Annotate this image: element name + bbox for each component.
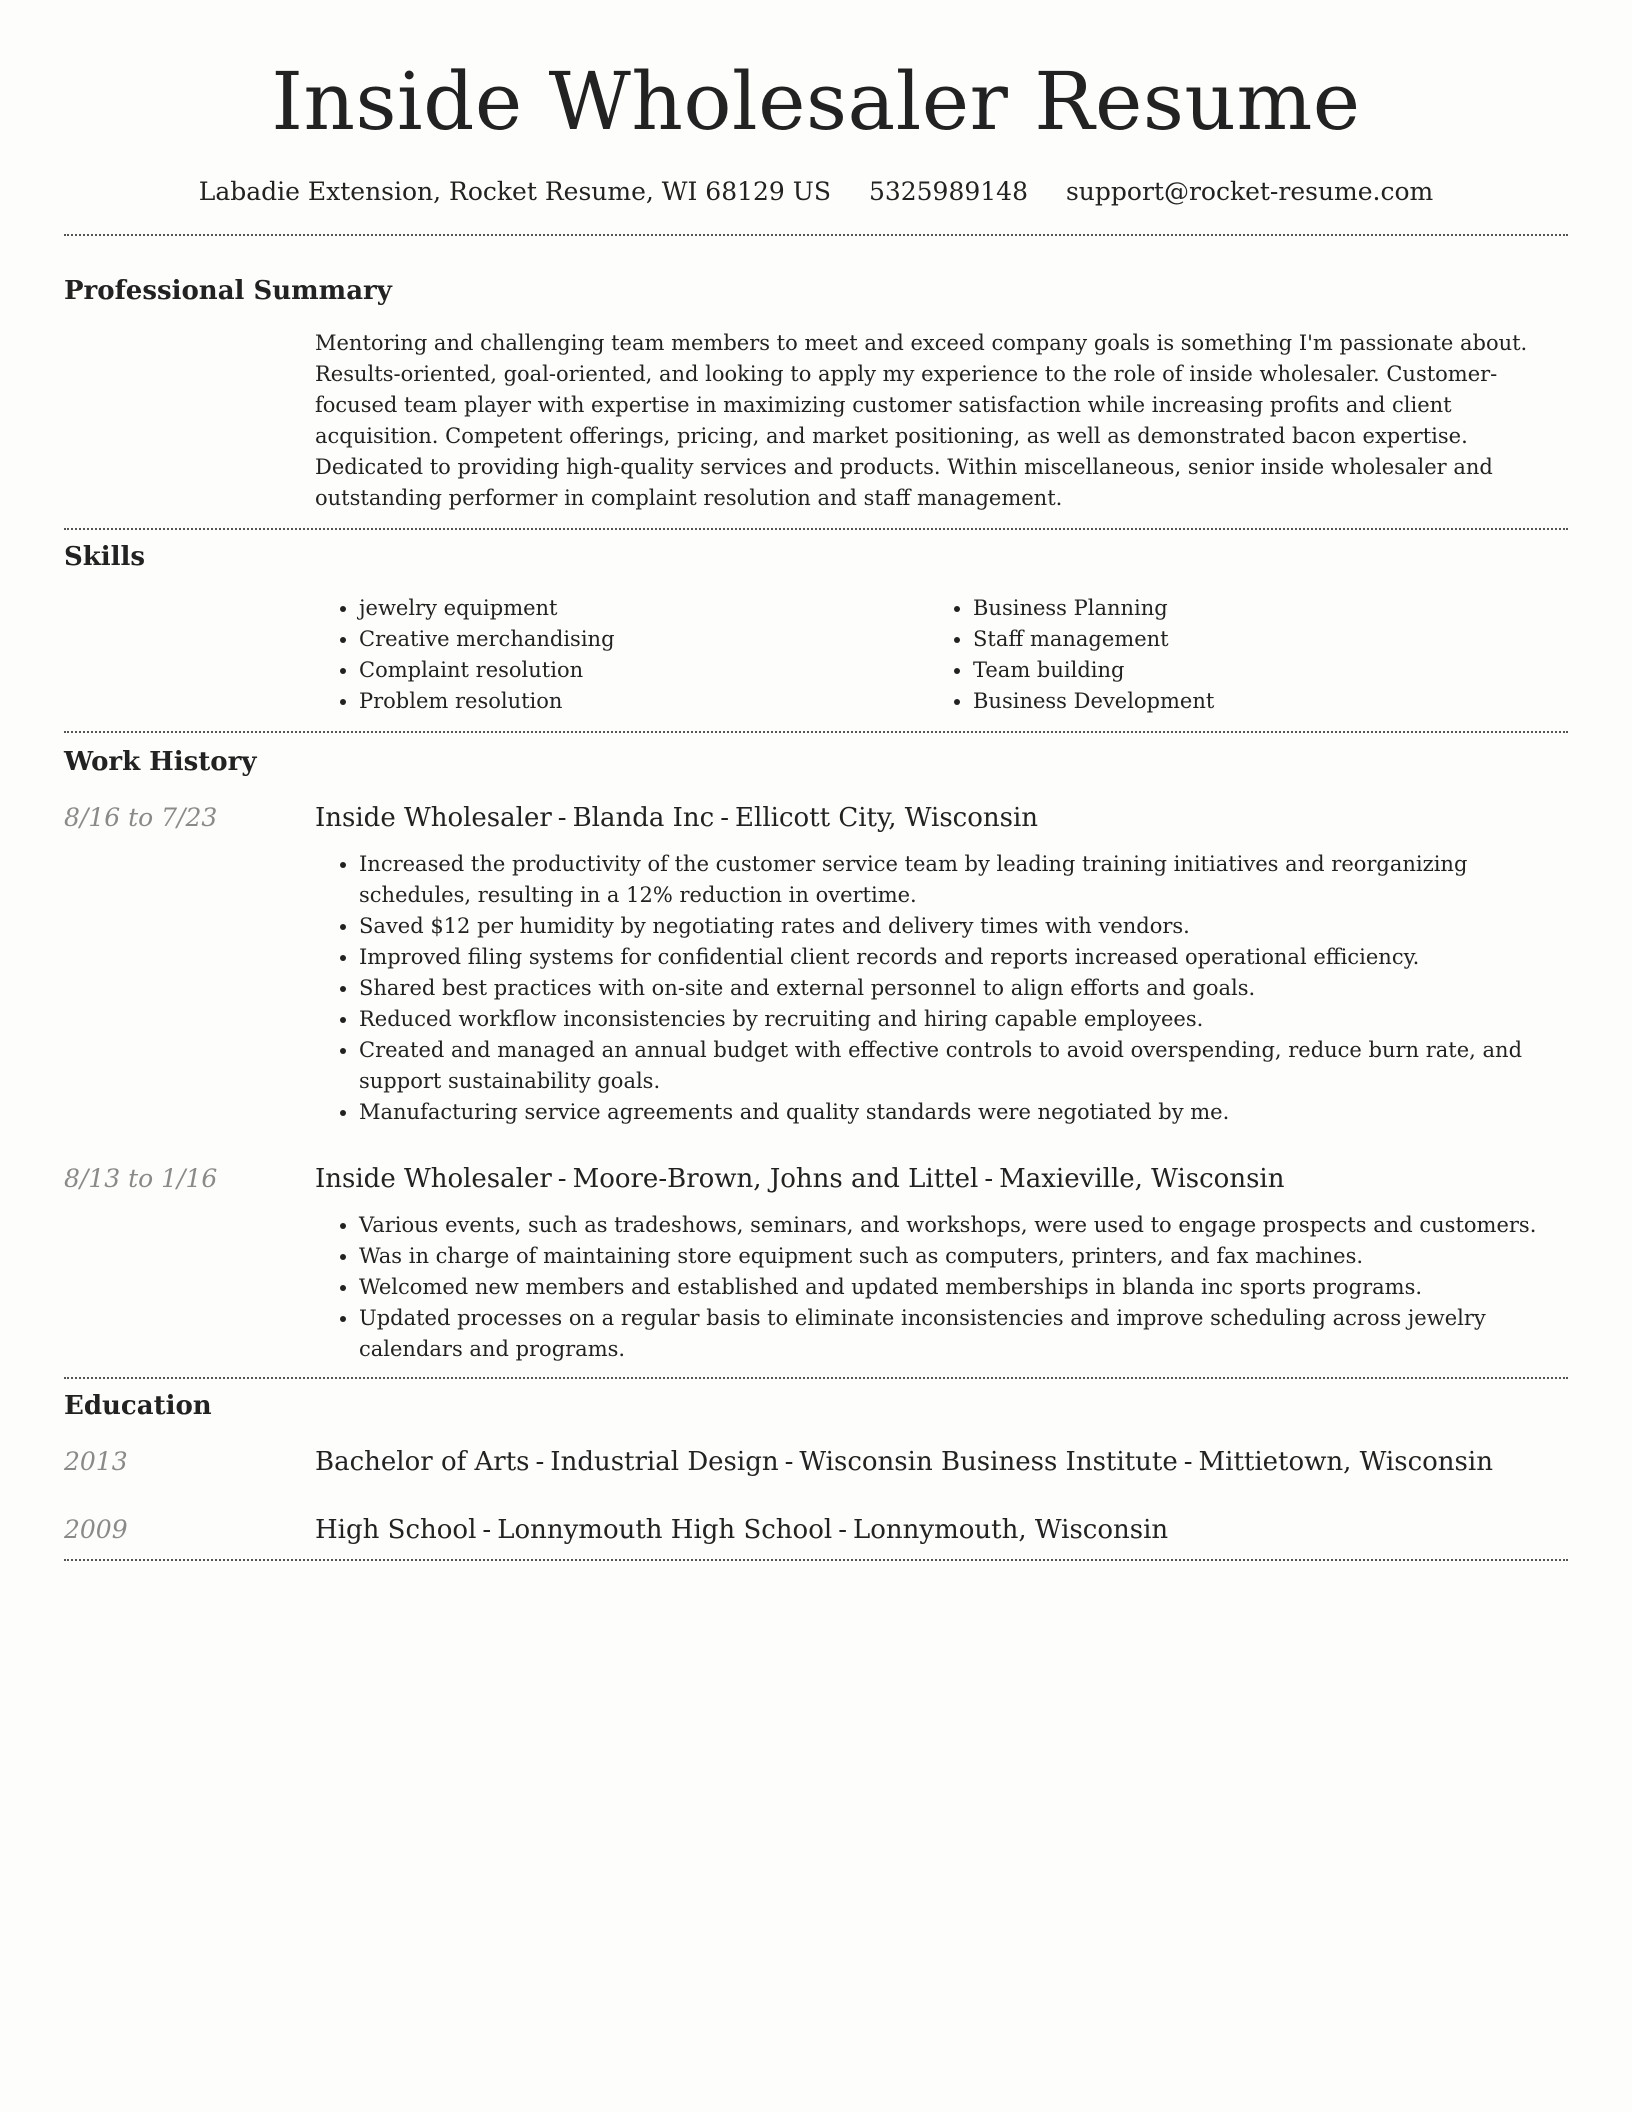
separator: -	[984, 1164, 994, 1194]
summary-text: Mentoring and challenging team members to meet and exceed company goals is something I'm passionate about. Results-oriented, goal-oriented, and looking to apply my experience to the role of inside wholesaler. Customer-focused team player with expertise in maximizing customer satisfaction while increasing profits and client acquisition. Competent offerings, pricing, and market positioning, as well as demonstrated bacon expertise. Dedicated to providing high-quality services and products. Within miscellaneous, senior inside wholesaler and outstanding performer in complaint resolution and staff management.	[315, 331, 1528, 510]
skill-item: • Creative merchandising	[359, 624, 929, 655]
education-year: 2009	[64, 1515, 128, 1544]
job-entry	[64, 1162, 1568, 1377]
list-item: • Improved filing systems for confidential client records and reports increased operational efficiency.	[359, 942, 1568, 973]
page-title: Inside Wholesaler Resume	[271, 55, 1361, 148]
list-item: • Updated processes on a regular basis to eliminate inconsistencies and improve scheduling across jewelry calendars and programs.	[359, 1303, 1568, 1365]
list-item: • Reduced workflow inconsistencies by recruiting and hiring capable employees.	[359, 1004, 1568, 1035]
job-dates: 8/13 to 1/16	[64, 1164, 218, 1193]
skill-item: • Staff management	[973, 624, 1543, 655]
job-location: Ellicott City, Wisconsin	[735, 803, 1039, 833]
divider	[64, 528, 1568, 530]
job-entry	[64, 801, 1568, 1128]
degree: High School	[315, 1515, 477, 1545]
skill-item: • Complaint resolution	[359, 655, 929, 686]
skill-item: • Business Development	[973, 686, 1543, 717]
job-bullets	[315, 849, 1568, 1128]
separator: -	[557, 1164, 567, 1194]
list-item: • Was in charge of maintaining store equipment such as computers, printers, and fax machines.	[359, 1241, 1568, 1272]
separator: -	[535, 1447, 545, 1477]
school-location: Lonnymouth, Wisconsin	[852, 1515, 1169, 1545]
education-heading-line	[315, 1513, 1568, 1547]
email-text: support@rocket-resume.com	[1065, 177, 1434, 206]
education-year: 2013	[64, 1447, 128, 1476]
divider	[64, 1559, 1568, 1561]
skills-heading: Skills	[64, 542, 146, 572]
skills-column-1	[315, 593, 929, 717]
education-section	[64, 1389, 1568, 1547]
skills-list	[315, 593, 1568, 717]
divider	[64, 234, 1568, 236]
degree: Bachelor of Arts	[315, 1447, 530, 1477]
divider	[64, 1377, 1568, 1379]
separator: -	[482, 1515, 492, 1545]
job-dates: 8/16 to 7/23	[64, 803, 218, 832]
phone-text: 5325989148	[868, 177, 1028, 206]
summary-heading: Professional Summary	[64, 276, 392, 306]
skill-item: • Business Planning	[973, 593, 1543, 624]
separator: -	[838, 1515, 847, 1545]
job-title: Inside Wholesaler	[315, 803, 552, 833]
education-entry	[64, 1445, 1568, 1479]
skills-column-2	[929, 593, 1543, 717]
skill-item: • Team building	[973, 655, 1543, 686]
school-name: Lonnymouth High School	[497, 1515, 833, 1545]
job-heading	[315, 801, 1568, 835]
list-item: • Increased the productivity of the customer service team by leading training initiatives and reorganizing schedules, resulting in a 12% reduction in overtime.	[359, 849, 1568, 911]
skill-item: • Problem resolution	[359, 686, 929, 717]
list-item: • Various events, such as tradeshows, seminars, and workshops, were used to engage prospects and customers.	[359, 1210, 1568, 1241]
separator: -	[720, 803, 730, 833]
separator: -	[784, 1447, 794, 1477]
school-location: Mittietown, Wisconsin	[1198, 1447, 1493, 1477]
separator: -	[557, 803, 567, 833]
work-heading: Work History	[64, 747, 257, 777]
separator: -	[1183, 1447, 1193, 1477]
contact-line	[64, 176, 1568, 208]
address-text: Labadie Extension, Rocket Resume, WI 68129 US	[198, 177, 831, 206]
education-heading-line	[315, 1445, 1568, 1479]
job-bullets	[315, 1210, 1568, 1365]
job-heading	[315, 1162, 1568, 1196]
summary-section	[64, 274, 1568, 514]
job-location: Maxieville, Wisconsin	[999, 1164, 1285, 1194]
list-item: • Welcomed new members and established and updated memberships in blanda inc sports programs.	[359, 1272, 1568, 1303]
work-section	[64, 745, 1568, 1377]
school-name: Wisconsin Business Institute	[799, 1447, 1178, 1477]
skill-item: • jewelry equipment	[359, 593, 929, 624]
job-company: Blanda Inc	[572, 803, 715, 833]
job-title: Inside Wholesaler	[315, 1164, 552, 1194]
list-item: • Saved $12 per humidity by negotiating rates and delivery times with vendors.	[359, 911, 1568, 942]
field-of-study: Industrial Design	[550, 1447, 779, 1477]
skills-section	[64, 540, 1568, 717]
list-item: • Created and managed an annual budget with effective controls to avoid overspending, reduce burn rate, and support sustainability goals.	[359, 1035, 1568, 1097]
resume-page	[64, 0, 1568, 1561]
list-item: • Manufacturing service agreements and quality standards were negotiated by me.	[359, 1097, 1568, 1128]
education-entry	[64, 1513, 1568, 1547]
list-item: • Shared best practices with on-site and external personnel to align efforts and goals.	[359, 973, 1568, 1004]
education-heading: Education	[64, 1391, 212, 1421]
divider	[64, 731, 1568, 733]
job-company: Moore-Brown, Johns and Littel	[572, 1164, 979, 1194]
